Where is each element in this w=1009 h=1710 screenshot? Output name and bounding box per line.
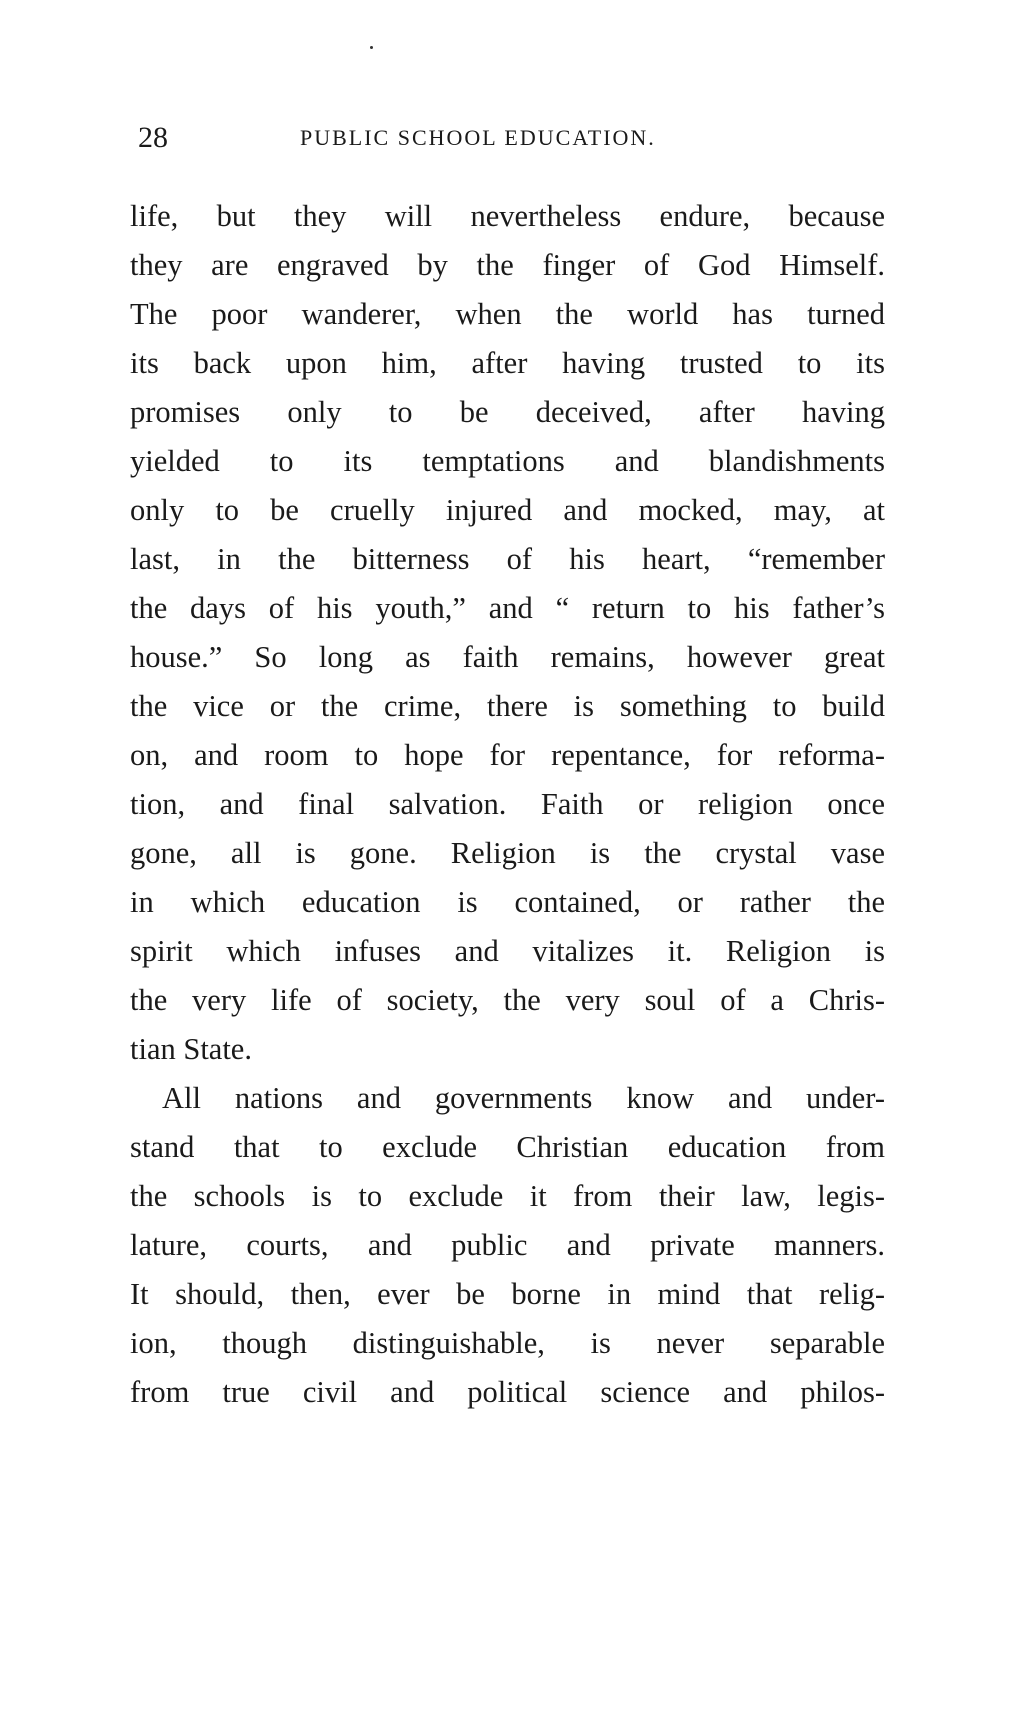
text-line: the very life of society, the very soul of a Chris-	[130, 983, 885, 1017]
text-line: It should, then, ever be borne in mind that relig-	[130, 1277, 885, 1311]
paragraph-2	[130, 1074, 885, 1417]
text-line: gone, all is gone. Religion is the crystal vase	[130, 836, 885, 870]
page-header	[130, 118, 880, 158]
text-line: promises only to be deceived, after having	[130, 395, 885, 429]
text-line: yielded to its temptations and blandishments	[130, 444, 885, 478]
text-line: All nations and governments know and under-	[162, 1081, 885, 1115]
text-line: tian State.	[130, 1032, 252, 1066]
text-line: on, and room to hope for repentance, for reforma-	[130, 738, 885, 772]
body-text	[130, 192, 885, 1417]
text-line: in which education is contained, or rather the	[130, 885, 885, 919]
text-line: lature, courts, and public and private manners.	[130, 1228, 885, 1262]
text-line: life, but they will nevertheless endure, because	[130, 199, 885, 233]
text-line: tion, and final salvation. Faith or religion once	[130, 787, 885, 821]
text-line: only to be cruelly injured and mocked, may, at	[130, 493, 885, 527]
text-line: the schools is to exclude it from their law, legis-	[130, 1179, 885, 1213]
running-title: PUBLIC SCHOOL EDUCATION.	[300, 125, 656, 150]
text-line: they are engraved by the finger of God Himself.	[130, 248, 885, 282]
paragraph-1	[130, 192, 885, 1074]
text-line: its back upon him, after having trusted to its	[130, 346, 885, 380]
text-line: ion, though distinguishable, is never separable	[130, 1326, 885, 1360]
text-line: The poor wanderer, when the world has turned	[130, 297, 885, 331]
print-speck	[370, 46, 373, 49]
text-line: the vice or the crime, there is something to build	[130, 689, 885, 723]
text-line: spirit which infuses and vitalizes it. Religion is	[130, 934, 885, 968]
text-line: last, in the bitterness of his heart, “remember	[130, 542, 885, 576]
text-line: house.” So long as faith remains, however great	[130, 640, 885, 674]
text-line: stand that to exclude Christian education from	[130, 1130, 885, 1164]
text-line: from true civil and political science and philos-	[130, 1375, 885, 1409]
text-line: the days of his youth,” and “ return to his father’s	[130, 591, 885, 625]
page-number: 28	[138, 121, 168, 154]
